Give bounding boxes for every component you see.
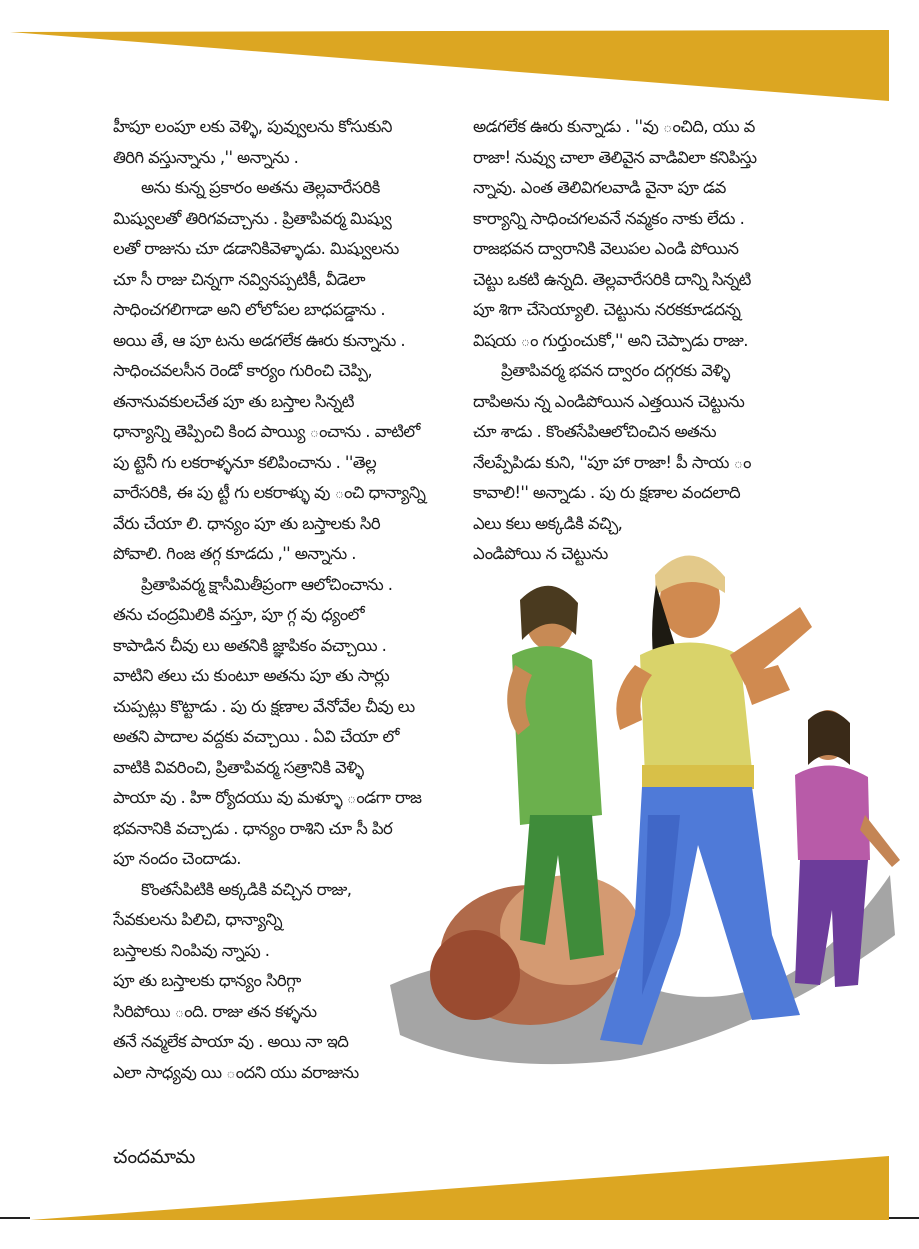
text-line: వాటికి వివరించి, ప్రితాపివర్మ సత్రానికి వెళ్ళి [113, 757, 364, 777]
bottom-right-edge-line [889, 1217, 919, 1219]
top-gold-band [0, 0, 919, 110]
text-line: రాజా! నువ్వు చాలా తెలివైన వాడివిలా కనిపిస్తు [473, 147, 757, 167]
text-line: కార్యాన్ని సాధించగలవనే నవ్మకం నాకు లేదు . [473, 208, 745, 228]
text-line: అతని పాదాల వద్దకు వచ్చాయి . ఏవి చేయా లో [113, 727, 399, 746]
text-line: సాధించవలసీన రెండో కార్యం గురించి చెప్పి, [113, 361, 373, 380]
right-text-column [473, 112, 818, 570]
text-line: ధాన్యాన్ని తెప్పించి కింద పాయ్యి ంచాను . వాటిలో [113, 422, 420, 441]
bottom-left-edge-line [0, 1217, 30, 1219]
text-line: అయి తే, ఆ పూ టను అడగలేక ఊరు కున్నాను . [113, 330, 405, 350]
text-line: పూ శిగా చేసెయ్యాలి. చెట్టును నరకకూడదన్న [473, 300, 741, 319]
text-line: కాపాడిన చీవు లు అతనికి జ్ఞాపికం వచ్చాయి . [113, 635, 387, 655]
text-line: పాయా వు . హిా ర్యోదయు వు మళ్ళూ ండగా రాజ [113, 788, 422, 807]
text-line: ఎలు కలు అక్కడికి వచ్చి, [473, 513, 623, 533]
text-line: సాధించగలిగాడా అని లోలోపల బాధపడ్డాను . [113, 300, 386, 319]
text-line: వాటిని తలు చు కుంటూ అతను పూ తు సార్లు [113, 666, 390, 685]
text-line: పూ తు బస్తాలకు ధాన్యం సిరిగ్గా [113, 971, 301, 990]
text-line: సేవకులను పిలిచి, ధాన్యాన్ని [113, 910, 282, 929]
text-line: తను చంద్రమిలికి వస్తూ, పూ గ్గ వు ధ్యంలో [113, 605, 365, 624]
text-line: నేలప్పేపిడు కుని, ''పూ హా రాజా! పీ సాయ ం [473, 452, 751, 472]
text-line: రాజభవన ద్వారానికి వెలుపల ఎండి పోయిన [473, 239, 739, 258]
text-line: చెట్టు ఒకటి ఉన్నది. తెల్లవారేసరికి దాన్ని సిన్నటి [473, 269, 751, 289]
text-line: అను కున్న ప్రకారం అతను తెల్లవారేసరికి [141, 178, 380, 197]
text-line: దాపిఅను న్న ఎండిపోయిన ఎత్తయిన చెట్టును [473, 391, 745, 411]
left-text-column [113, 112, 465, 1088]
text-line: ప్రితాపివర్మ క్షాసీమితీప్రంగా ఆలోచించాను . [141, 574, 393, 594]
top-band-shape [10, 30, 889, 101]
magazine-name-footer: చందమామ [113, 1146, 196, 1168]
text-line: కొంతసేపిటికి అక్కడికి వచ్చిన రాజు, [141, 879, 352, 899]
text-line: ఎలా సాధ్యవు యి ందని యు వరాజును [113, 1062, 359, 1082]
text-line: చుప్పట్లు కొట్టాడు . పు రు క్షణాల వేనోవేల చీవు లు [113, 696, 415, 716]
text-line: న్నావు. ఎంత తెలివిగలవాడి వైనా పూ డవ [473, 178, 726, 197]
text-line: వేరు చేయా లి. ధాన్యం పూ తు బస్తాలకు సిరి [113, 513, 381, 533]
text-line: ప్రితాపివర్మ భవన ద్వారం దగ్గరకు వెళ్ళి [501, 361, 730, 380]
text-line: కావాలి!'' అన్నాడు . పు రు క్షణాల వందలాది [473, 483, 741, 502]
text-line: మిష్వులతో తిరిగవచ్చాను . ప్రితాపివర్మ మిష్వు [113, 208, 392, 228]
text-line: లతో రాజును చూ డడానికివెళ్ళాడు. మిష్వులను [113, 239, 399, 258]
text-line: తిరిగి వస్తున్నాను ,'' అన్నాను . [113, 147, 299, 167]
text-line: తనే నవ్మలేక పాయా వు . అయి నా ఇది [113, 1032, 349, 1051]
right-figure [795, 710, 900, 987]
central-figure [600, 555, 812, 1045]
text-line: చూ సీ రాజు చిన్నగా నవ్వినప్పటికీ, వీడెలా [113, 269, 365, 289]
text-line: వారేసరికి, ఈ పు ట్టీ గు లకరాళ్ళు వు ంచి ధాన్యాన్ని [113, 483, 426, 502]
text-line: విషయ ం గుర్తుంచుకో,'' అని చెప్పాడు రాజు. [473, 330, 748, 350]
text-line: బస్తాలకు నింపివు న్నాపు . [113, 940, 270, 960]
text-line: తనానువకులచేత పూ తు బస్తాల సిన్నటి [113, 391, 354, 411]
text-line: చూ శాడు . కొంతసేపిఆలోచించిన అతను [473, 422, 716, 441]
text-line: పూ నందం చెందాడు. [113, 849, 241, 868]
text-line: ఎండిపోయి న చెట్టును [473, 544, 608, 563]
text-line: సిరిపోయి ంది. రాజు తన కళ్ళను [113, 1001, 317, 1021]
text-line: పు ట్టెనీ గు లకరాళ్ళనూ కలిపించాను . ''తెల్ల [113, 452, 377, 472]
text-line: అడగలేక ఊరు కున్నాడు . ''వు ంచిది, యు వ [473, 117, 755, 136]
text-line: హీపూ లంపూ లకు వెళ్ళి, పువ్వులను కోసుకుని [113, 117, 392, 136]
text-line: పోవాలి. గింజ తగ్గ కూడదు ,'' అన్నాను . [113, 544, 356, 563]
text-line: భవనానికి వచ్చాడు . ధాన్యం రాశిని చూ సీ పిర [113, 818, 393, 838]
